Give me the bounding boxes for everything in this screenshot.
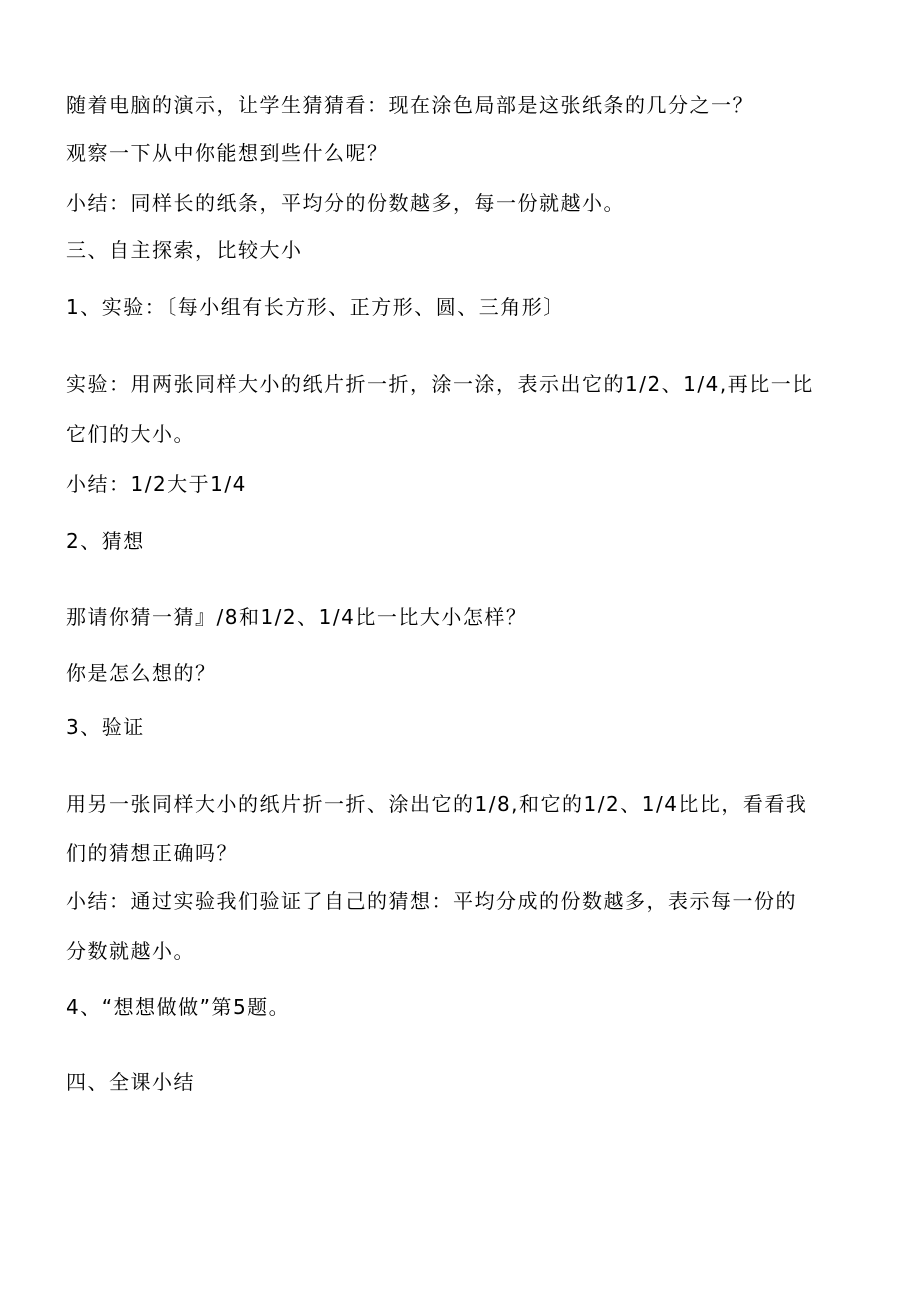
text-line-summary-3: 小结：通过实验我们验证了自己的猜想：平均分成的份数越多，表示每一份的: [66, 889, 797, 913]
text-line-experiment-cont: 它们的大小。: [66, 422, 195, 446]
text-line-observe-question: 观察一下从中你能想到些什么呢？: [66, 141, 389, 165]
text-line-verify-cont: 们的猜想正确吗？: [66, 841, 238, 865]
text-line-experiment: 实验：用两张同样大小的纸片折一折，涂一涂，表示出它的1/2、1/4,再比一比: [66, 372, 814, 396]
text-line-guess-question: 那请你猜一猜』/8和1/2、1/4比一比大小怎样？: [66, 605, 528, 629]
text-line-summary-3-cont: 分数就越小。: [66, 939, 195, 963]
text-line-step-2: 2、猜想: [66, 529, 145, 553]
section-heading-3: 三、自主探索，比较大小: [66, 238, 303, 262]
text-line-how-question: 你是怎么想的？: [66, 661, 217, 685]
text-line-intro-question: 随着电脑的演示，让学生猜猜看：现在涂色局部是这张纸条的几分之一？: [66, 93, 754, 117]
text-line-step-1: 1、实验：〔每小组有长方形、正方形、圆、三角形〕: [66, 295, 565, 319]
text-line-verify: 用另一张同样大小的纸片折一折、涂出它的1/8,和它的1/2、1/4比比，看看我: [66, 792, 808, 816]
text-line-step-4: 4、“想想做做”第5题。: [66, 995, 291, 1019]
text-line-step-3: 3、验证: [66, 715, 145, 739]
text-line-summary-1: 小结：同样长的纸条，平均分的份数越多，每一份就越小。: [66, 191, 625, 215]
section-heading-4: 四、全课小结: [66, 1070, 195, 1094]
text-line-summary-2: 小结：1/2大于1/4: [66, 472, 247, 496]
